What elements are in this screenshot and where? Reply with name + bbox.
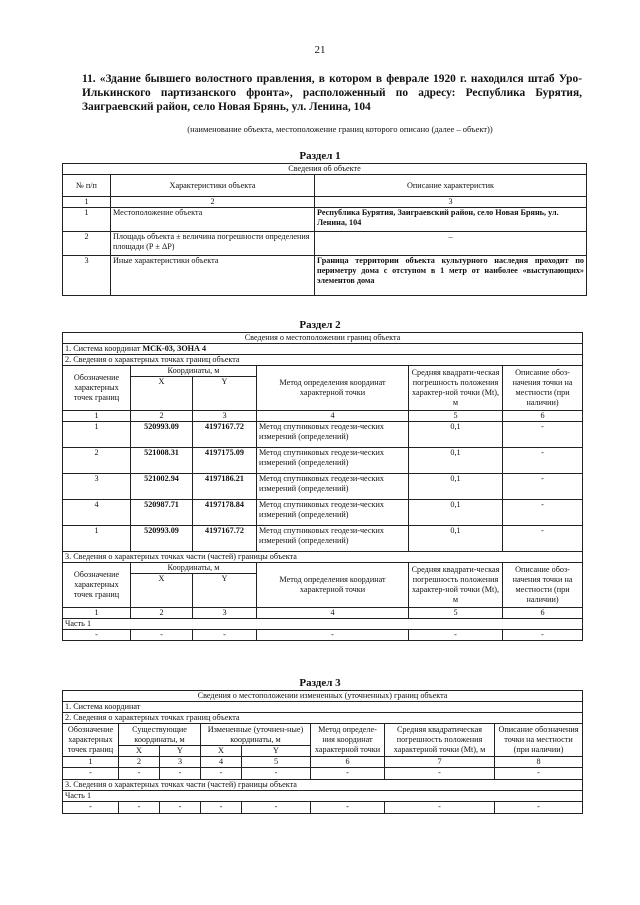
table-row (63, 208, 587, 232)
dash-cell: - (385, 802, 495, 814)
dash-cell: - (63, 802, 119, 814)
col-num: 2 (111, 197, 315, 208)
col-num: 4 (257, 608, 409, 619)
point-y: 4197175.09 (193, 448, 257, 474)
point-method: Метод спутниковых геодези-ческих измерений (определений) (257, 526, 409, 552)
table-row (63, 474, 583, 500)
col-num: 2 (119, 757, 160, 768)
parts-header-x: X (131, 574, 193, 608)
header-method: Метод определе-ния координат характерной точки (311, 724, 385, 757)
col-num: 1 (63, 757, 119, 768)
parts-header-method: Метод определения координат характерной точки (257, 563, 409, 608)
part-label: Часть 1 (63, 619, 583, 630)
col-num: 7 (385, 757, 495, 768)
col-num: 2 (131, 411, 193, 422)
point-id: 4 (63, 500, 131, 526)
dash-cell: - (311, 768, 385, 780)
table-row (63, 256, 587, 296)
header-y: Y (242, 746, 311, 757)
table-row (63, 422, 583, 448)
dash-cell: - (503, 630, 583, 641)
section2-table (62, 332, 583, 641)
coord-system-value: МСК-03, ЗОНА 4 (142, 344, 207, 353)
dash-cell: - (160, 768, 201, 780)
heading-note: (наименование объекта, местоположение границ которого описано (далее – объект)) (187, 124, 493, 134)
point-method: Метод спутниковых геодези-ческих измерений (определений) (257, 422, 409, 448)
parts-title: 3. Сведения о характерных точках части (частей) границы объекта (63, 780, 583, 791)
dash-cell: - (495, 802, 583, 814)
point-description: - (503, 448, 583, 474)
point-accuracy: 0,1 (409, 422, 503, 448)
header-existing-coords: Существующие координаты, м (119, 724, 201, 746)
col-num: 2 (131, 608, 193, 619)
header-y: Y (193, 377, 257, 411)
header-num: № п/п (63, 175, 111, 197)
dash-cell: - (63, 630, 131, 641)
point-accuracy: 0,1 (409, 500, 503, 526)
header-accuracy: Средняя квадрати-ческая погрешность положения характер-ной точки (Мt), м (409, 366, 503, 411)
table-row (63, 630, 583, 641)
point-x: 520993.09 (131, 526, 193, 552)
points-title: 2. Сведения о характерных точках границ объекта (63, 355, 583, 366)
dash-cell: - (63, 768, 119, 780)
section2-title: Раздел 2 (299, 319, 341, 331)
header-point-description: Описание обозначения точки на местности (при наличии) (495, 724, 583, 757)
dash-cell: - (242, 768, 311, 780)
object-heading: 11. «Здание бывшего волостного правления, в котором в феврале 1920 г. находился штаб Уро-Илькинского партизанского фронта», расположенный по адресу: Республика Бурятия, Заиграевский район, село Новая Брянь, ул. Ленина, 104 (82, 73, 582, 113)
col-num: 3 (193, 411, 257, 422)
header-accuracy: Средняя квадратическая погрешность положения характерной точки (Мt), м (385, 724, 495, 757)
section1-table (62, 163, 587, 296)
dash-cell: - (160, 802, 201, 814)
dash-cell: - (311, 802, 385, 814)
col-num: 3 (193, 608, 257, 619)
row-characteristic: Площадь объекта ± величина погрешности определения площади (Р ± ΔР) (111, 232, 315, 256)
point-x: 520987.71 (131, 500, 193, 526)
dash-cell: - (257, 630, 409, 641)
parts-title: 3. Сведения о характерных точках части (частей) границы объекта (63, 552, 583, 563)
col-num: 3 (315, 197, 587, 208)
page-number: 21 (314, 44, 326, 56)
row-num: 2 (63, 232, 111, 256)
parts-header-description: Описание обоз-начения точки на местности (при наличии) (503, 563, 583, 608)
dash-cell: - (201, 802, 242, 814)
table-row (63, 802, 583, 814)
parts-header-accuracy: Средняя квадрати-ческая погрешность положения характер-ной точки (Мt), м (409, 563, 503, 608)
section3-table (62, 690, 583, 814)
col-num: 6 (503, 411, 583, 422)
header-coords: Координаты, м (131, 366, 257, 377)
col-num: 8 (495, 757, 583, 768)
row-description: Граница территории объекта культурного наследия проходит по периметру дома с отступом в 1 метр от наиболее «выступающих» элементов дома (315, 256, 587, 296)
header-x: X (201, 746, 242, 757)
dash-cell: - (193, 630, 257, 641)
dash-cell: - (201, 768, 242, 780)
point-description: - (503, 526, 583, 552)
dash-cell: - (409, 630, 503, 641)
point-accuracy: 0,1 (409, 526, 503, 552)
point-id: 1 (63, 422, 131, 448)
header-characteristics: Характеристики объекта (111, 175, 315, 197)
point-accuracy: 0,1 (409, 448, 503, 474)
point-method: Метод спутниковых геодези-ческих измерений (определений) (257, 500, 409, 526)
header-point-description: Описание обоз-начения точки на местности (при наличии) (503, 366, 583, 411)
point-id: 2 (63, 448, 131, 474)
row-description: – (315, 232, 587, 256)
col-num: 1 (63, 197, 111, 208)
col-num: 3 (160, 757, 201, 768)
point-description: - (503, 422, 583, 448)
section1-table-title: Сведения об объекте (63, 164, 587, 175)
header-description: Описание характеристик (315, 175, 587, 197)
col-num: 6 (503, 608, 583, 619)
dash-cell: - (495, 768, 583, 780)
coord-system-label: 1. Система координат (65, 344, 141, 353)
section1-title: Раздел 1 (299, 150, 341, 162)
point-x: 521002.94 (131, 474, 193, 500)
row-characteristic: Иные характеристики объекта (111, 256, 315, 296)
header-designation: Обозначение характерных точек границ (63, 366, 131, 411)
point-x: 521008.31 (131, 448, 193, 474)
coord-system (63, 344, 583, 355)
col-num: 4 (201, 757, 242, 768)
point-id: 3 (63, 474, 131, 500)
row-num: 1 (63, 208, 111, 232)
point-method: Метод спутниковых геодези-ческих измерений (определений) (257, 474, 409, 500)
point-y: 4197167.72 (193, 526, 257, 552)
row-num: 3 (63, 256, 111, 296)
header-x: X (119, 746, 160, 757)
col-num: 5 (242, 757, 311, 768)
part-label: Часть 1 (63, 791, 583, 802)
col-num: 1 (63, 608, 131, 619)
dash-cell: - (119, 768, 160, 780)
points-title: 2. Сведения о характерных точках границ объекта (63, 713, 583, 724)
row-description: Республика Бурятия, Заиграевский район, село Новая Брянь, ул. Ленина, 104 (315, 208, 587, 232)
dash-cell: - (119, 802, 160, 814)
point-description: - (503, 500, 583, 526)
header-designation: Обозначение характерных точек границ (63, 724, 119, 757)
col-num: 4 (257, 411, 409, 422)
row-characteristic: Местоположение объекта (111, 208, 315, 232)
col-num: 6 (311, 757, 385, 768)
point-id: 1 (63, 526, 131, 552)
parts-header-designation: Обозначение характерных точек границ (63, 563, 131, 608)
section3-table-title: Сведения о местоположении измененных (уточненных) границ объекта (63, 691, 583, 702)
point-method: Метод спутниковых геодези-ческих измерений (определений) (257, 448, 409, 474)
dash-cell: - (242, 802, 311, 814)
table-row (63, 768, 583, 780)
point-x: 520993.09 (131, 422, 193, 448)
header-changed-coords: Измененные (уточнен-ные) координаты, м (201, 724, 311, 746)
parts-header-coords: Координаты, м (131, 563, 257, 574)
point-y: 4197167.72 (193, 422, 257, 448)
table-row (63, 500, 583, 526)
table-row (63, 232, 587, 256)
point-accuracy: 0,1 (409, 474, 503, 500)
coord-system-label: 1. Система координат (63, 702, 583, 713)
section3-title: Раздел 3 (299, 677, 341, 689)
dash-cell: - (131, 630, 193, 641)
point-description: - (503, 474, 583, 500)
header-y: Y (160, 746, 201, 757)
col-num: 5 (409, 608, 503, 619)
col-num: 5 (409, 411, 503, 422)
point-y: 4197178.84 (193, 500, 257, 526)
table-row (63, 448, 583, 474)
col-num: 1 (63, 411, 131, 422)
header-x: X (131, 377, 193, 411)
dash-cell: - (385, 768, 495, 780)
table-row (63, 526, 583, 552)
section2-table-title: Сведения о местоположении границ объекта (63, 333, 583, 344)
parts-header-y: Y (193, 574, 257, 608)
point-y: 4197186.21 (193, 474, 257, 500)
header-method: Метод определения координат характерной точки (257, 366, 409, 411)
